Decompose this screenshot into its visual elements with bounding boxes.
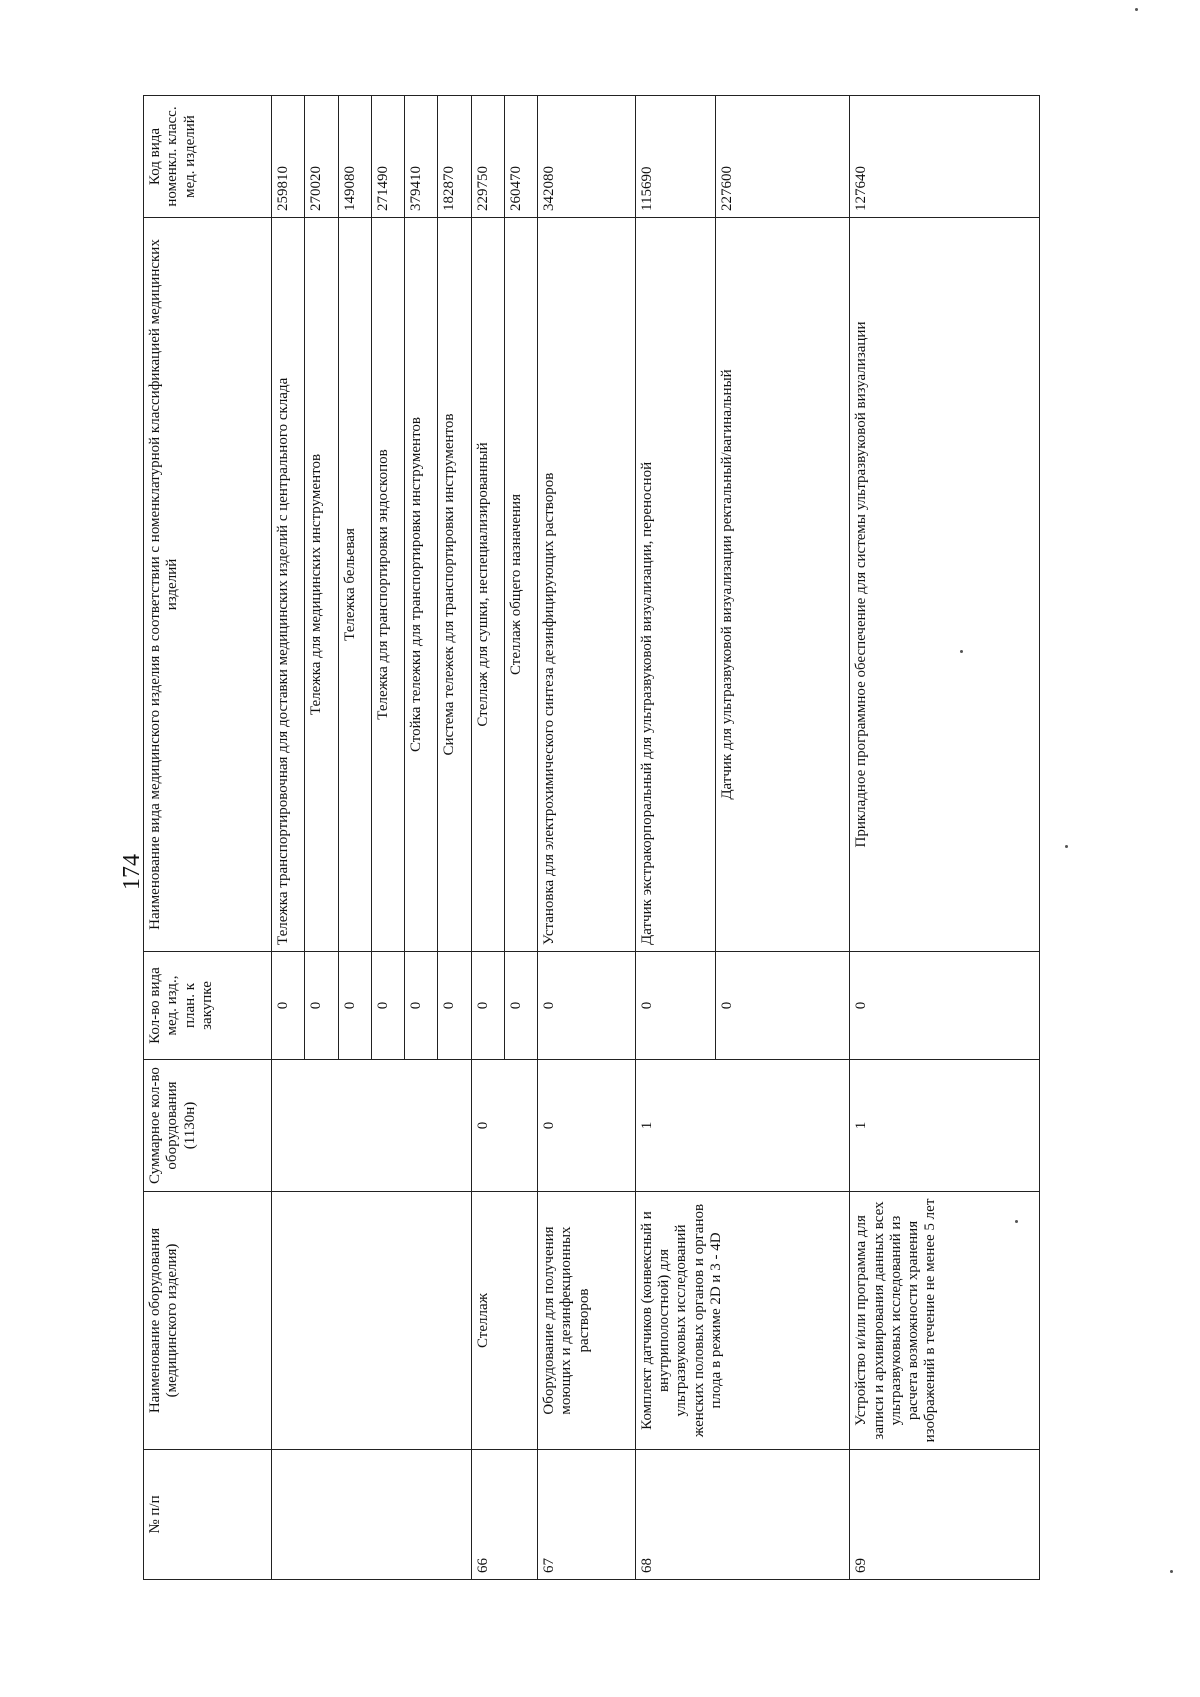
code-cell: 127640: [850, 96, 1040, 218]
plan-cell: 0: [716, 952, 850, 1060]
scan-speck: [1170, 1570, 1173, 1573]
table-row: [471, 96, 504, 1580]
scan-speck: [960, 650, 963, 653]
table-row: [272, 96, 305, 1580]
plan-cell: 0: [850, 952, 1040, 1060]
code-cell: 259810: [272, 96, 305, 218]
code-cell: 182870: [438, 96, 471, 218]
code-cell: 271490: [371, 96, 404, 218]
kind-name-cell: Тележка для транспортировки эндоскопов: [371, 218, 404, 952]
total-cell: 1: [850, 1060, 1040, 1192]
kind-name-cell: Стеллаж для сушки, неспециализированный: [471, 218, 504, 952]
code-cell: 342080: [538, 96, 636, 218]
total-cell: 0: [471, 1060, 538, 1192]
kind-name-cell: Прикладное программное обеспечение для системы ультразвуковой визуализации: [850, 218, 1040, 952]
kind-name-cell: Система тележек для транспортировки инструментов: [438, 218, 471, 952]
table-row: [850, 96, 1040, 1580]
plan-cell: 0: [338, 952, 371, 1060]
header-total: Суммарное кол-во оборудования (1130н): [144, 1060, 272, 1192]
scan-speck: [1065, 845, 1068, 848]
num-cell: 66: [471, 1450, 538, 1580]
header-row: [144, 96, 272, 1580]
kind-name-cell: Тележка транспортировочная для доставки медицинских изделий с центрального склада: [272, 218, 305, 952]
kind-name-cell: Стойка тележки для транспортировки инструментов: [405, 218, 438, 952]
equipment-cell: Устройство и/или программа для записи и архивирования данных всех ультразвуковых исследований из расчета возможности хранения изображений в течение не менее 5 лет: [850, 1192, 1040, 1450]
num-cell: 67: [538, 1450, 636, 1580]
header-num: № п/п: [144, 1450, 272, 1580]
scan-speck: [1015, 1220, 1018, 1223]
rotated-table-wrapper: [143, 96, 1040, 1580]
plan-cell: 0: [504, 952, 537, 1060]
scan-speck: [1135, 8, 1138, 11]
table-row: [538, 96, 636, 1580]
header-plan: Кол-во вида мед. изд., план. к закупке: [144, 952, 272, 1060]
plan-cell: 0: [471, 952, 504, 1060]
header-code: Код вида номенкл. класс. мед. изделий: [144, 96, 272, 218]
code-cell: 229750: [471, 96, 504, 218]
code-cell: 227600: [716, 96, 850, 218]
code-cell: 149080: [338, 96, 371, 218]
code-cell: 270020: [305, 96, 338, 218]
total-cell: 0: [538, 1060, 636, 1192]
page-number: 174: [119, 854, 145, 890]
equipment-table: [143, 95, 1040, 1580]
plan-cell: 0: [405, 952, 438, 1060]
plan-cell: 0: [272, 952, 305, 1060]
header-equipment: Наименование оборудования (медицинского изделия): [144, 1192, 272, 1450]
equipment-cell: Стеллаж: [471, 1192, 538, 1450]
total-cell: 1: [635, 1060, 850, 1192]
plan-cell: 0: [635, 952, 716, 1060]
equipment-cell: Комплект датчиков (конвексный и внутриполостной) для ультразвуковых исследований женских половых органов и органов плода в режиме 2D и 3 - 4D: [635, 1192, 850, 1450]
code-cell: 115690: [635, 96, 716, 218]
code-cell: 260470: [504, 96, 537, 218]
header-kind-name: Наименование вида медицинского изделия в соответствии с номенклатурной классификацией медицинских изделий: [144, 218, 272, 952]
plan-cell: 0: [305, 952, 338, 1060]
kind-name-cell: Датчик экстракорпоральный для ультразвуковой визуализации, переносной: [635, 218, 716, 952]
kind-name-cell: Датчик для ультразвуковой визуализации ректальный/вагинальный: [716, 218, 850, 952]
num-cell: [272, 1450, 472, 1580]
kind-name-cell: Установка для электрохимического синтеза дезинфицирующих растворов: [538, 218, 636, 952]
table-row: [635, 96, 716, 1580]
plan-cell: 0: [538, 952, 636, 1060]
kind-name-cell: Стеллаж общего назначения: [504, 218, 537, 952]
num-cell: 69: [850, 1450, 1040, 1580]
equipment-cell: [272, 1192, 472, 1450]
equipment-cell: Оборудование для получения моющих и дезинфекционных растворов: [538, 1192, 636, 1450]
plan-cell: 0: [438, 952, 471, 1060]
num-cell: 68: [635, 1450, 850, 1580]
total-cell: [272, 1060, 472, 1192]
kind-name-cell: Тележка бельевая: [338, 218, 371, 952]
kind-name-cell: Тележка для медицинских инструментов: [305, 218, 338, 952]
code-cell: 379410: [405, 96, 438, 218]
plan-cell: 0: [371, 952, 404, 1060]
